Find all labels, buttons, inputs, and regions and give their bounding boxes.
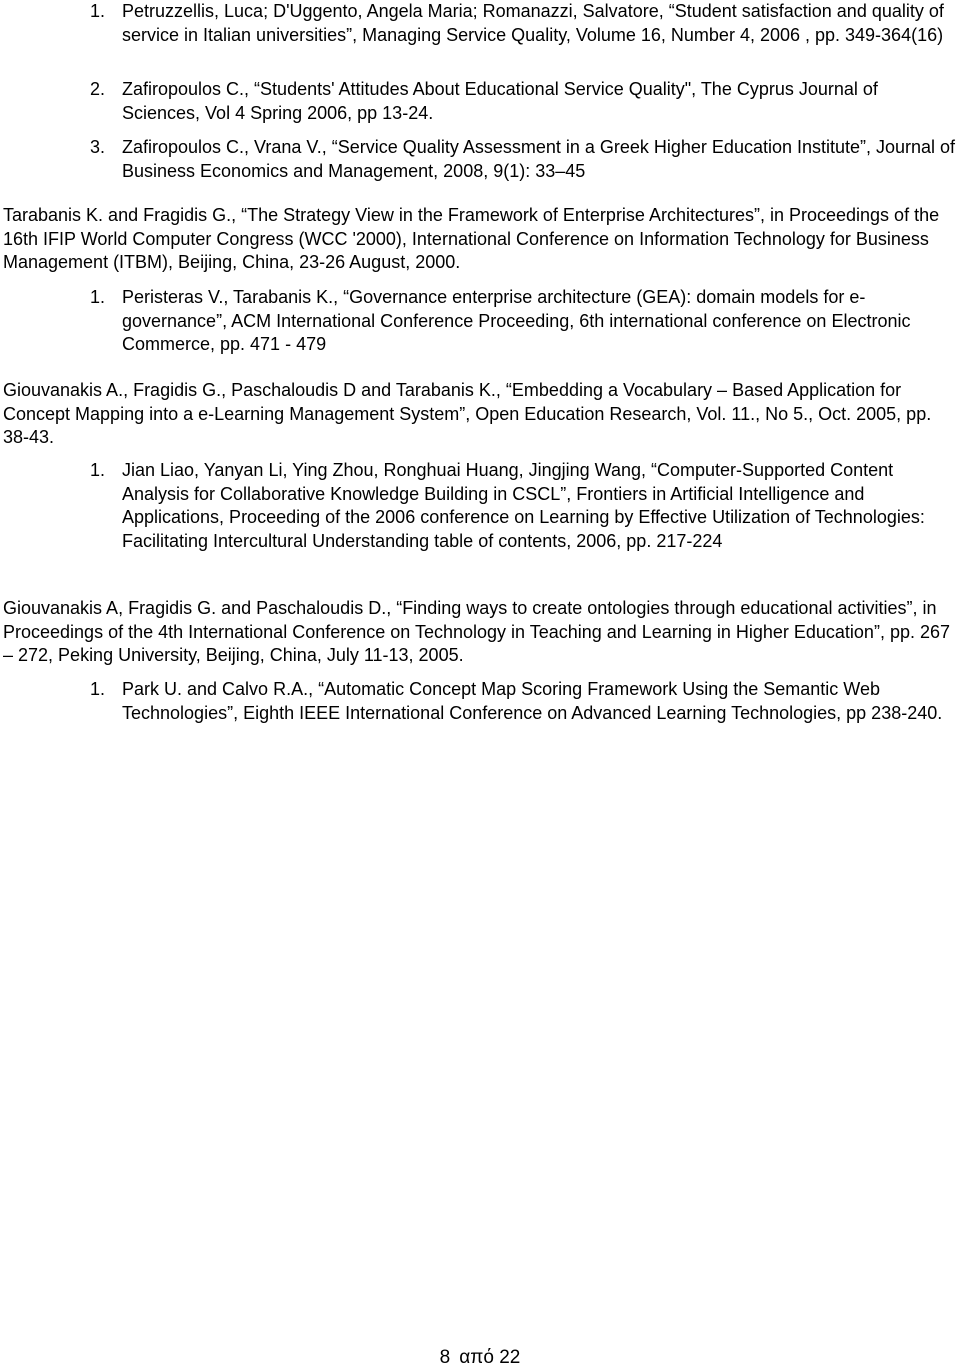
reference-number: 2.: [90, 79, 106, 99]
reference-item-4: [0, 286, 960, 357]
reference-item-3: [0, 136, 960, 183]
reference-text: Peristeras V., Tarabanis K., “Governance enterprise architecture (GEA): domain models for e-governance”, ACM International Conference Proceeding, 6th international conference on Electronic Commerce, pp. 471 - 479: [122, 287, 911, 354]
reference-number: 1.: [90, 287, 106, 307]
reference-paragraph-3: [3, 597, 953, 668]
reference-number: 1.: [90, 679, 106, 699]
reference-item-5: [0, 459, 960, 553]
reference-item-2: [0, 78, 960, 125]
reference-text: Tarabanis K. and Fragidis G., “The Strategy View in the Framework of Enterprise Architectures”, in Proceedings of the 16th IFIP World Computer Congress (WCC '2000), International Conference on Information Technology for Business Management (ITBM), Beijing, China, 23-26 August, 2000.: [3, 205, 940, 272]
reference-number: 3.: [90, 137, 106, 157]
reference-text: Zafiropoulos C., “Students' Attitudes About Educational Service Quality", The Cyprus Journal of Sciences, Vol 4 Spring 2006, pp 13-24.: [122, 79, 878, 123]
reference-item-1: [0, 0, 960, 47]
reference-paragraph-1: [3, 204, 953, 275]
reference-paragraph-2: [3, 379, 953, 450]
reference-text: Zafiropoulos C., Vrana V., “Service Quality Assessment in a Greek Higher Education Institute”, Journal of Business Economics and Management, 2008, 9(1): 33–45: [122, 137, 956, 181]
page-number: 8: [439, 1347, 451, 1368]
reference-text: Giouvanakis A, Fragidis G. and Paschaloudis D., “Finding ways to create ontologies through educational activities”, in Proceedings of the 4th International Conference on Technology in Teaching and Learning in Higher Education”, pp. 267 – 272, Peking University, Beijing, China, July 11-13, 2005.: [3, 598, 950, 665]
reference-number: 1.: [90, 1, 106, 21]
reference-text: Park U. and Calvo R.A., “Automatic Concept Map Scoring Framework Using the Semantic Web Technologies”, Eighth IEEE International Conference on Advanced Learning Technologies, pp 238-240.: [122, 679, 943, 723]
page-footer: [0, 1347, 960, 1369]
reference-text: Giouvanakis A., Fragidis G., Paschaloudis D and Tarabanis K., “Embedding a Vocabulary – Based Application for Concept Mapping into a e-Learning Management System”, Open Education Research, Vol. 11., No 5., Oct. 2005, pp. 38-43.: [3, 380, 932, 447]
reference-text: Jian Liao, Yanyan Li, Ying Zhou, Ronghuai Huang, Jingjing Wang, “Computer-Supported Content Analysis for Collaborative Knowledge Building in CSCL”, Frontiers in Artificial Intelligence and Applications, Proceeding of the 2006 conference on Learning by Effective Utilization of Technologies: Facilitating Intercultural Understanding table of contents, 2006, pp. 217-224: [122, 460, 925, 551]
reference-text: Petruzzellis, Luca; D'Uggento, Angela Maria; Romanazzi, Salvatore, “Student satisfaction and quality of service in Italian universities”, Managing Service Quality, Volume 16, Number 4, 2006 , pp. 349-364(16): [122, 1, 944, 45]
reference-number: 1.: [90, 460, 106, 480]
reference-item-6: [0, 678, 960, 725]
page-total: από 22: [459, 1347, 521, 1368]
